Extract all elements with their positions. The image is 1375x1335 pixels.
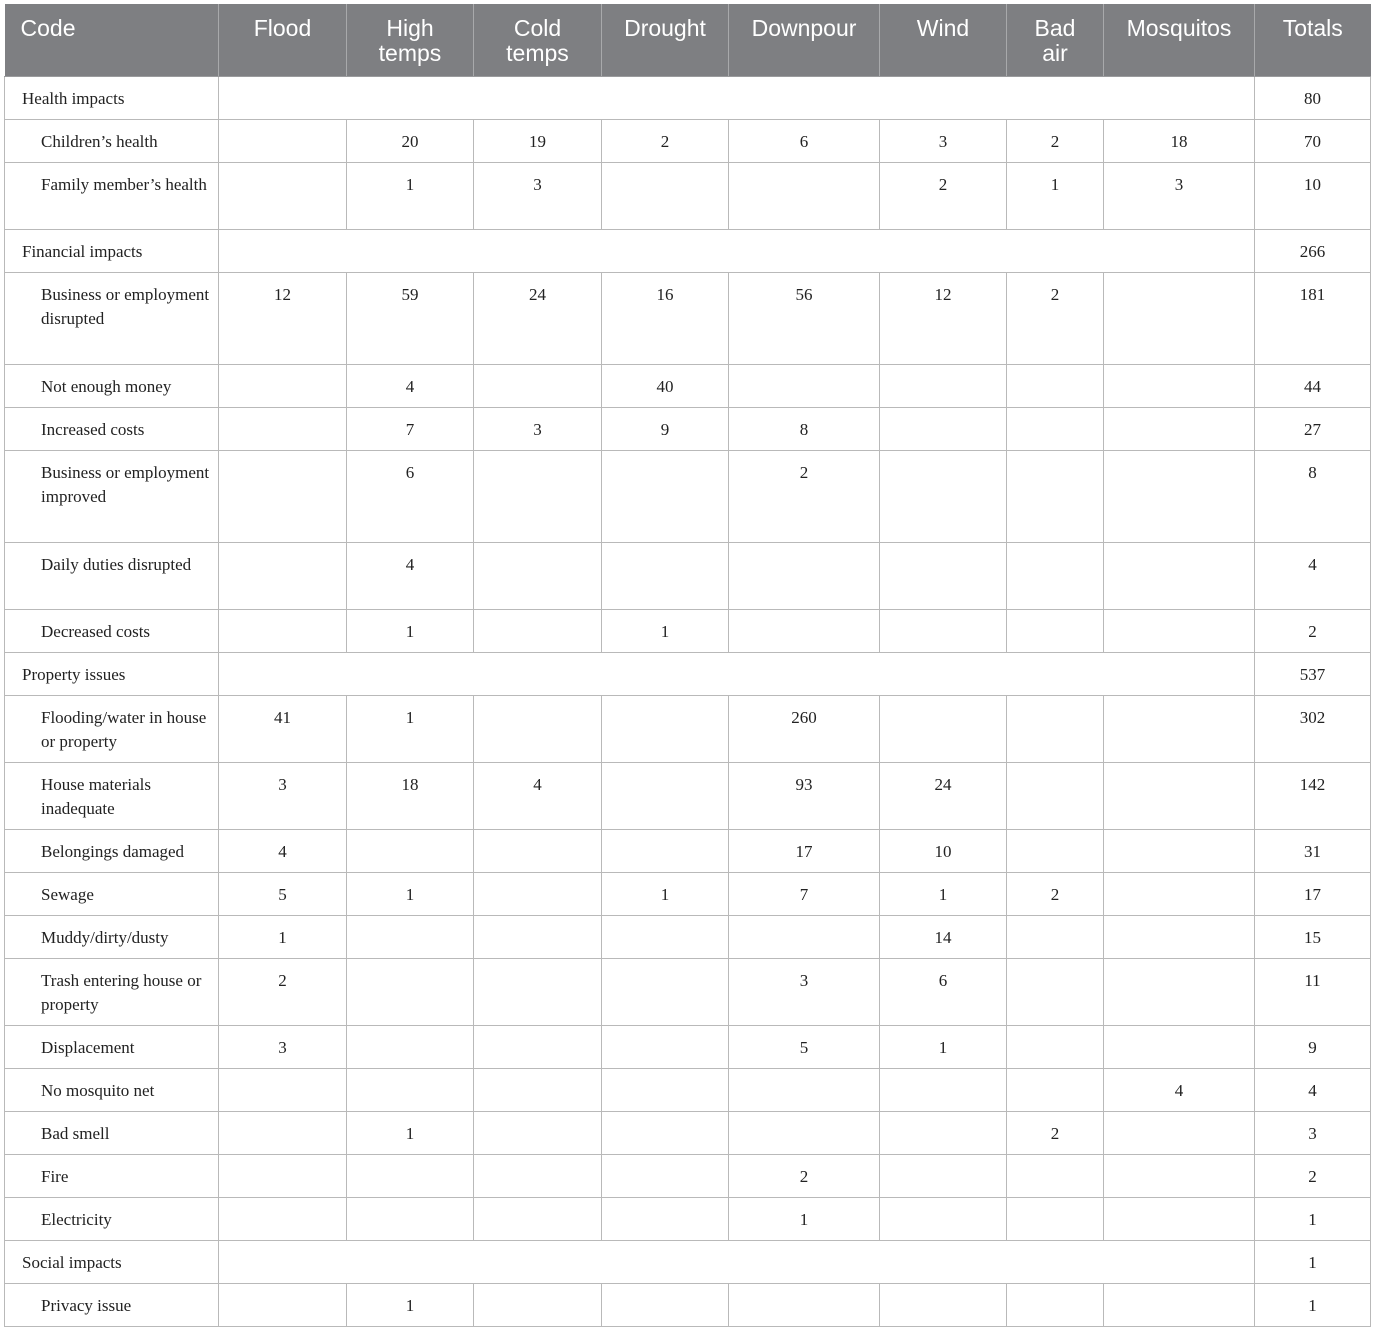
cell-flood: 2 bbox=[219, 958, 347, 1025]
row-total: 15 bbox=[1255, 915, 1371, 958]
cell-cold-temps: 3 bbox=[474, 407, 602, 450]
table-row bbox=[5, 695, 1371, 762]
cell-drought bbox=[602, 695, 729, 762]
cell-cold-temps bbox=[474, 872, 602, 915]
cell-downpour bbox=[729, 1068, 880, 1111]
table-row bbox=[5, 829, 1371, 872]
cell-mosquitos bbox=[1104, 1283, 1255, 1326]
row-label: Sewage bbox=[5, 872, 219, 915]
cell-mosquitos bbox=[1104, 872, 1255, 915]
cell-flood bbox=[219, 162, 347, 229]
table-row bbox=[5, 1283, 1371, 1326]
category-row-financial-impacts bbox=[5, 229, 1371, 272]
cell-cold-temps bbox=[474, 609, 602, 652]
category-label: Social impacts bbox=[5, 1240, 219, 1283]
table-row bbox=[5, 119, 1371, 162]
cell-wind bbox=[880, 1068, 1007, 1111]
cell-downpour: 3 bbox=[729, 958, 880, 1025]
cell-wind bbox=[880, 1283, 1007, 1326]
row-total: 31 bbox=[1255, 829, 1371, 872]
cell-downpour: 8 bbox=[729, 407, 880, 450]
cell-cold-temps: 19 bbox=[474, 119, 602, 162]
cell-cold-temps bbox=[474, 1111, 602, 1154]
category-row-social-impacts bbox=[5, 1240, 1371, 1283]
cell-drought: 40 bbox=[602, 364, 729, 407]
cell-bad-air bbox=[1007, 695, 1104, 762]
row-total: 27 bbox=[1255, 407, 1371, 450]
row-label: Business or employment improved bbox=[5, 450, 219, 542]
cell-bad-air bbox=[1007, 1283, 1104, 1326]
cell-mosquitos bbox=[1104, 695, 1255, 762]
table-row bbox=[5, 915, 1371, 958]
table-row bbox=[5, 162, 1371, 229]
cell-flood bbox=[219, 542, 347, 609]
cell-mosquitos bbox=[1104, 542, 1255, 609]
row-label: Not enough money bbox=[5, 364, 219, 407]
cell-downpour bbox=[729, 1283, 880, 1326]
cell-high-temps: 20 bbox=[347, 119, 474, 162]
cell-mosquitos bbox=[1104, 1025, 1255, 1068]
cell-downpour bbox=[729, 609, 880, 652]
cell-mosquitos bbox=[1104, 1111, 1255, 1154]
cell-wind bbox=[880, 609, 1007, 652]
table-row bbox=[5, 609, 1371, 652]
cell-flood: 3 bbox=[219, 1025, 347, 1068]
row-total: 11 bbox=[1255, 958, 1371, 1025]
cell-high-temps: 1 bbox=[347, 1283, 474, 1326]
category-row-property-issues bbox=[5, 652, 1371, 695]
cell-high-temps: 4 bbox=[347, 542, 474, 609]
row-label: Business or employment disrupted bbox=[5, 272, 219, 364]
cell-cold-temps bbox=[474, 695, 602, 762]
row-total: 1 bbox=[1255, 1283, 1371, 1326]
table-row bbox=[5, 762, 1371, 829]
table-row bbox=[5, 1111, 1371, 1154]
row-total: 181 bbox=[1255, 272, 1371, 364]
table-row bbox=[5, 1197, 1371, 1240]
cell-drought bbox=[602, 1068, 729, 1111]
category-total: 1 bbox=[1255, 1240, 1371, 1283]
cell-wind bbox=[880, 407, 1007, 450]
cell-flood: 3 bbox=[219, 762, 347, 829]
cell-cold-temps bbox=[474, 1068, 602, 1111]
cell-wind: 14 bbox=[880, 915, 1007, 958]
cell-downpour: 5 bbox=[729, 1025, 880, 1068]
cell-bad-air bbox=[1007, 1154, 1104, 1197]
table-row bbox=[5, 1154, 1371, 1197]
row-total: 1 bbox=[1255, 1197, 1371, 1240]
cell-flood bbox=[219, 609, 347, 652]
cell-drought bbox=[602, 1025, 729, 1068]
cell-flood bbox=[219, 119, 347, 162]
cell-wind bbox=[880, 695, 1007, 762]
cell-high-temps bbox=[347, 915, 474, 958]
cell-bad-air: 2 bbox=[1007, 1111, 1104, 1154]
cell-high-temps: 1 bbox=[347, 609, 474, 652]
cell-downpour: 2 bbox=[729, 1154, 880, 1197]
cell-mosquitos bbox=[1104, 958, 1255, 1025]
cell-cold-temps: 24 bbox=[474, 272, 602, 364]
cell-cold-temps bbox=[474, 915, 602, 958]
column-header-text: High bbox=[386, 15, 434, 41]
cell-flood bbox=[219, 450, 347, 542]
category-label: Property issues bbox=[5, 652, 219, 695]
cell-high-temps bbox=[347, 1025, 474, 1068]
cell-mosquitos bbox=[1104, 450, 1255, 542]
cell-cold-temps: 4 bbox=[474, 762, 602, 829]
cell-downpour: 7 bbox=[729, 872, 880, 915]
cell-cold-temps bbox=[474, 450, 602, 542]
column-header-wind bbox=[880, 4, 1007, 76]
cell-downpour bbox=[729, 542, 880, 609]
cell-downpour bbox=[729, 364, 880, 407]
cell-bad-air bbox=[1007, 364, 1104, 407]
cell-mosquitos bbox=[1104, 829, 1255, 872]
cell-drought: 1 bbox=[602, 609, 729, 652]
cell-flood bbox=[219, 364, 347, 407]
row-label: Children’s health bbox=[5, 119, 219, 162]
cell-drought bbox=[602, 1111, 729, 1154]
cell-flood bbox=[219, 1197, 347, 1240]
column-header-drought bbox=[602, 4, 729, 76]
cell-wind bbox=[880, 542, 1007, 609]
row-total: 44 bbox=[1255, 364, 1371, 407]
row-label: Belongings damaged bbox=[5, 829, 219, 872]
cell-bad-air bbox=[1007, 1068, 1104, 1111]
cell-bad-air bbox=[1007, 542, 1104, 609]
cell-mosquitos bbox=[1104, 364, 1255, 407]
cell-bad-air: 2 bbox=[1007, 119, 1104, 162]
cell-bad-air: 2 bbox=[1007, 872, 1104, 915]
cell-drought: 9 bbox=[602, 407, 729, 450]
cell-wind: 12 bbox=[880, 272, 1007, 364]
impacts-table bbox=[4, 4, 1371, 1327]
cell-bad-air bbox=[1007, 915, 1104, 958]
cell-wind bbox=[880, 1111, 1007, 1154]
table-row bbox=[5, 872, 1371, 915]
cell-high-temps bbox=[347, 1197, 474, 1240]
row-total: 4 bbox=[1255, 1068, 1371, 1111]
category-row-health-impacts bbox=[5, 76, 1371, 119]
cell-high-temps bbox=[347, 958, 474, 1025]
cell-high-temps: 59 bbox=[347, 272, 474, 364]
row-label: Displacement bbox=[5, 1025, 219, 1068]
cell-wind: 2 bbox=[880, 162, 1007, 229]
cell-bad-air bbox=[1007, 958, 1104, 1025]
cell-downpour: 6 bbox=[729, 119, 880, 162]
cell-drought bbox=[602, 762, 729, 829]
cell-downpour bbox=[729, 1111, 880, 1154]
row-total: 9 bbox=[1255, 1025, 1371, 1068]
row-total: 70 bbox=[1255, 119, 1371, 162]
row-label: Decreased costs bbox=[5, 609, 219, 652]
cell-wind: 10 bbox=[880, 829, 1007, 872]
column-header-text: Totals bbox=[1282, 15, 1343, 41]
row-label: Flooding/water in house or property bbox=[5, 695, 219, 762]
cell-bad-air: 2 bbox=[1007, 272, 1104, 364]
cell-bad-air bbox=[1007, 407, 1104, 450]
row-label: Privacy issue bbox=[5, 1283, 219, 1326]
column-header-text: Mosquitos bbox=[1126, 15, 1232, 41]
cell-mosquitos bbox=[1104, 915, 1255, 958]
cell-wind: 3 bbox=[880, 119, 1007, 162]
cell-cold-temps bbox=[474, 1154, 602, 1197]
cell-drought: 16 bbox=[602, 272, 729, 364]
category-total: 80 bbox=[1255, 76, 1371, 119]
cell-mosquitos: 18 bbox=[1104, 119, 1255, 162]
table-row bbox=[5, 450, 1371, 542]
column-header-totals bbox=[1255, 4, 1371, 76]
category-total: 537 bbox=[1255, 652, 1371, 695]
cell-cold-temps bbox=[474, 364, 602, 407]
cell-cold-temps bbox=[474, 1025, 602, 1068]
cell-wind: 1 bbox=[880, 1025, 1007, 1068]
cell-high-temps: 1 bbox=[347, 162, 474, 229]
cell-flood: 4 bbox=[219, 829, 347, 872]
cell-mosquitos bbox=[1104, 609, 1255, 652]
cell-flood: 1 bbox=[219, 915, 347, 958]
cell-drought bbox=[602, 450, 729, 542]
cell-wind bbox=[880, 450, 1007, 542]
column-header-cold-temps bbox=[474, 4, 602, 76]
category-label: Financial impacts bbox=[5, 229, 219, 272]
row-label: House materials inadequate bbox=[5, 762, 219, 829]
row-label: Daily duties disrupted bbox=[5, 542, 219, 609]
cell-downpour: 17 bbox=[729, 829, 880, 872]
column-header-mosquitos bbox=[1104, 4, 1255, 76]
table-row bbox=[5, 542, 1371, 609]
cell-high-temps: 1 bbox=[347, 695, 474, 762]
cell-flood: 41 bbox=[219, 695, 347, 762]
table-row bbox=[5, 364, 1371, 407]
cell-high-temps: 4 bbox=[347, 364, 474, 407]
cell-drought bbox=[602, 162, 729, 229]
column-header-text: Cold bbox=[513, 15, 562, 41]
cell-cold-temps bbox=[474, 829, 602, 872]
row-total: 8 bbox=[1255, 450, 1371, 542]
cell-high-temps: 1 bbox=[347, 1111, 474, 1154]
column-header-flood bbox=[219, 4, 347, 76]
cell-cold-temps bbox=[474, 542, 602, 609]
table-row bbox=[5, 1068, 1371, 1111]
column-header-code bbox=[5, 4, 219, 76]
cell-flood bbox=[219, 1154, 347, 1197]
row-label: Bad smell bbox=[5, 1111, 219, 1154]
cell-wind bbox=[880, 1154, 1007, 1197]
cell-flood bbox=[219, 1283, 347, 1326]
cell-drought bbox=[602, 829, 729, 872]
row-label: No mosquito net bbox=[5, 1068, 219, 1111]
category-span-cell bbox=[219, 652, 1255, 695]
table-row bbox=[5, 272, 1371, 364]
cell-high-temps: 18 bbox=[347, 762, 474, 829]
cell-drought bbox=[602, 915, 729, 958]
cell-drought bbox=[602, 542, 729, 609]
cell-mosquitos: 3 bbox=[1104, 162, 1255, 229]
category-span-cell bbox=[219, 76, 1255, 119]
cell-wind bbox=[880, 1197, 1007, 1240]
column-header-bad-air bbox=[1007, 4, 1104, 76]
row-total: 3 bbox=[1255, 1111, 1371, 1154]
cell-bad-air bbox=[1007, 1025, 1104, 1068]
table-row bbox=[5, 1025, 1371, 1068]
column-header-text: temps bbox=[506, 40, 569, 66]
cell-cold-temps: 3 bbox=[474, 162, 602, 229]
cell-flood bbox=[219, 1111, 347, 1154]
row-label: Fire bbox=[5, 1154, 219, 1197]
cell-drought bbox=[602, 958, 729, 1025]
column-header-high-temps bbox=[347, 4, 474, 76]
cell-cold-temps bbox=[474, 958, 602, 1025]
category-span-cell bbox=[219, 229, 1255, 272]
table-header bbox=[5, 4, 1371, 76]
cell-flood: 12 bbox=[219, 272, 347, 364]
cell-cold-temps bbox=[474, 1283, 602, 1326]
column-header-downpour bbox=[729, 4, 880, 76]
column-header-text: air bbox=[1042, 40, 1068, 66]
cell-cold-temps bbox=[474, 1197, 602, 1240]
cell-downpour bbox=[729, 162, 880, 229]
cell-mosquitos bbox=[1104, 1197, 1255, 1240]
cell-high-temps bbox=[347, 829, 474, 872]
cell-mosquitos bbox=[1104, 1154, 1255, 1197]
column-header-text: Drought bbox=[624, 15, 706, 41]
cell-drought bbox=[602, 1154, 729, 1197]
row-label: Family member’s health bbox=[5, 162, 219, 229]
cell-high-temps: 1 bbox=[347, 872, 474, 915]
row-total: 142 bbox=[1255, 762, 1371, 829]
cell-wind: 6 bbox=[880, 958, 1007, 1025]
category-span-cell bbox=[219, 1240, 1255, 1283]
cell-downpour: 93 bbox=[729, 762, 880, 829]
cell-mosquitos bbox=[1104, 272, 1255, 364]
table-body bbox=[5, 76, 1371, 1326]
row-total: 17 bbox=[1255, 872, 1371, 915]
cell-wind: 1 bbox=[880, 872, 1007, 915]
cell-flood bbox=[219, 1068, 347, 1111]
cell-wind: 24 bbox=[880, 762, 1007, 829]
cell-bad-air bbox=[1007, 1197, 1104, 1240]
row-label: Electricity bbox=[5, 1197, 219, 1240]
cell-high-temps bbox=[347, 1068, 474, 1111]
column-header-text: Flood bbox=[253, 15, 312, 41]
cell-flood: 5 bbox=[219, 872, 347, 915]
category-total: 266 bbox=[1255, 229, 1371, 272]
cell-drought bbox=[602, 1197, 729, 1240]
cell-flood bbox=[219, 407, 347, 450]
row-total: 2 bbox=[1255, 609, 1371, 652]
cell-downpour: 2 bbox=[729, 450, 880, 542]
cell-wind bbox=[880, 364, 1007, 407]
column-header-text: Wind bbox=[916, 15, 970, 41]
row-label: Increased costs bbox=[5, 407, 219, 450]
table-row bbox=[5, 407, 1371, 450]
column-header-text: temps bbox=[378, 40, 442, 66]
cell-drought: 2 bbox=[602, 119, 729, 162]
row-total: 10 bbox=[1255, 162, 1371, 229]
cell-mosquitos bbox=[1104, 407, 1255, 450]
cell-high-temps bbox=[347, 1154, 474, 1197]
category-label: Health impacts bbox=[5, 76, 219, 119]
header-row bbox=[5, 4, 1371, 76]
table-row bbox=[5, 958, 1371, 1025]
cell-downpour: 1 bbox=[729, 1197, 880, 1240]
row-label: Muddy/dirty/dusty bbox=[5, 915, 219, 958]
row-total: 302 bbox=[1255, 695, 1371, 762]
cell-drought bbox=[602, 1283, 729, 1326]
column-header-text: Downpour bbox=[751, 15, 857, 41]
column-header-text: Code bbox=[20, 15, 76, 41]
row-total: 2 bbox=[1255, 1154, 1371, 1197]
cell-bad-air bbox=[1007, 450, 1104, 542]
cell-bad-air bbox=[1007, 762, 1104, 829]
cell-high-temps: 6 bbox=[347, 450, 474, 542]
row-label: Trash entering house or property bbox=[5, 958, 219, 1025]
cell-drought: 1 bbox=[602, 872, 729, 915]
cell-high-temps: 7 bbox=[347, 407, 474, 450]
cell-downpour: 260 bbox=[729, 695, 880, 762]
cell-bad-air: 1 bbox=[1007, 162, 1104, 229]
cell-mosquitos: 4 bbox=[1104, 1068, 1255, 1111]
column-header-text: Bad bbox=[1034, 15, 1076, 41]
row-total: 4 bbox=[1255, 542, 1371, 609]
cell-downpour bbox=[729, 915, 880, 958]
cell-bad-air bbox=[1007, 609, 1104, 652]
cell-downpour: 56 bbox=[729, 272, 880, 364]
cell-bad-air bbox=[1007, 829, 1104, 872]
cell-mosquitos bbox=[1104, 762, 1255, 829]
